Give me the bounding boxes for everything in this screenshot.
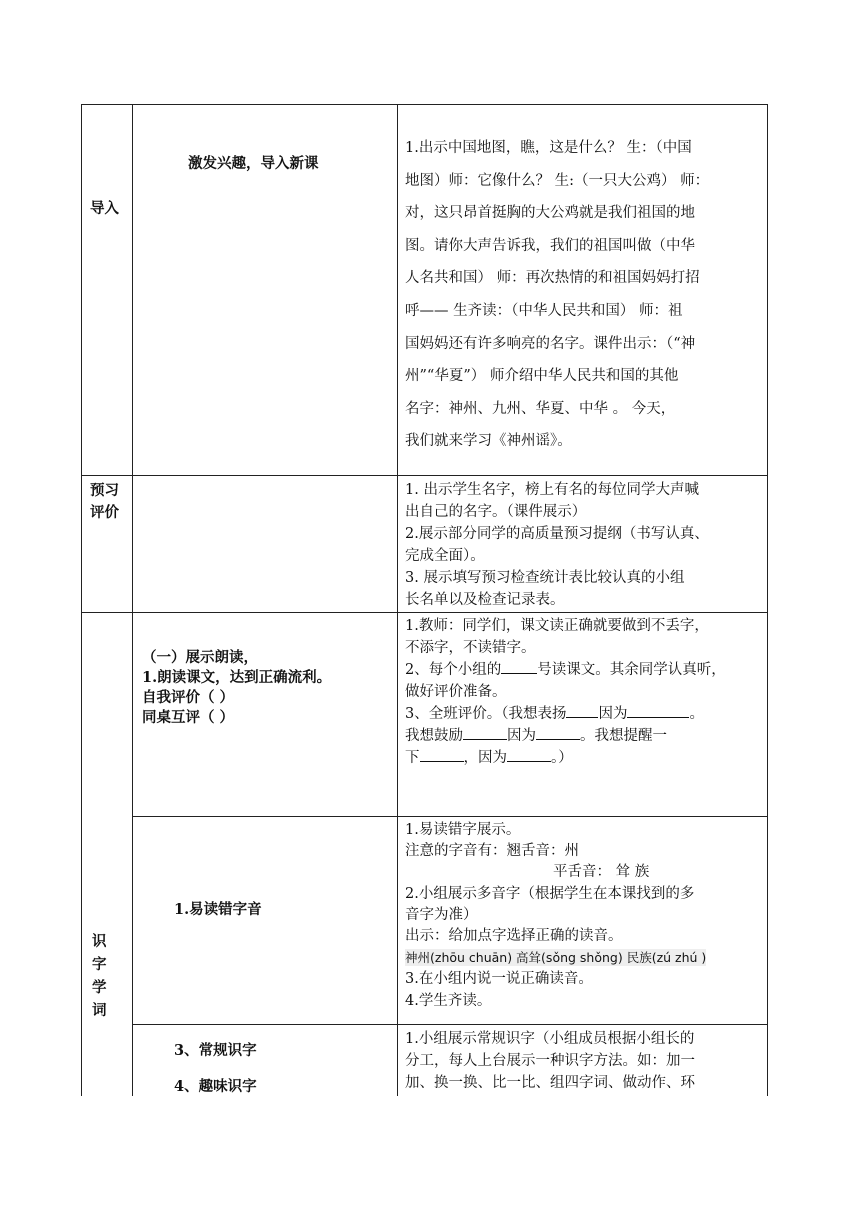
content-preview bbox=[405, 479, 709, 611]
text-segment: 3、全班评价。（我想表扬 bbox=[405, 706, 567, 722]
section-label-literacy bbox=[92, 930, 107, 1022]
content-line: 加、换一换、比一比、组四字词、做动作、环 bbox=[405, 1075, 695, 1091]
section-label-line: 预习 bbox=[90, 482, 119, 499]
content-line: 2.展示部分同学的高质量预习提纲（书写认真、 bbox=[405, 526, 709, 542]
activity-pronunciation: 1.易读错字音 bbox=[174, 901, 262, 918]
activity-line: 4、趣味识字 bbox=[174, 1078, 257, 1095]
blank-line bbox=[566, 703, 598, 718]
section-label-preview bbox=[90, 480, 119, 524]
text-segment: 号读课文。其余同学认真听， bbox=[537, 662, 726, 678]
content-line: 出自己的名字。（课件展示） bbox=[405, 504, 587, 520]
content-line: 音字为准） bbox=[405, 906, 478, 923]
activity-characters bbox=[174, 1033, 257, 1105]
section-label-line: 评价 bbox=[90, 504, 119, 521]
table-column-divider-2 bbox=[397, 104, 398, 1096]
text-segment: 因为 bbox=[598, 706, 628, 722]
content-line: 不添字，不读错字。 bbox=[405, 640, 536, 656]
activity-line: 自我评价（ ） bbox=[142, 689, 235, 706]
blank-line bbox=[536, 725, 580, 740]
content-line: 国妈妈还有许多响亮的名字。课件出示：（“神 bbox=[405, 335, 696, 352]
text-segment: 。我想提醒一 bbox=[580, 728, 667, 744]
content-line: 图。请你大声告诉我，我们的祖国叫做（中华 bbox=[405, 237, 695, 254]
content-line: 地图）师：它像什么？ 生:（一只大公鸡） 师： bbox=[405, 172, 710, 189]
text-segment: 2、每个小组的 bbox=[405, 662, 502, 678]
text-segment: 。） bbox=[551, 750, 573, 766]
activity-line: 3、常规识字 bbox=[174, 1042, 257, 1059]
content-line: 对，这只昂首挺胸的大公鸡就是我们祖国的地 bbox=[405, 205, 695, 222]
content-line: 4.学生齐读。 bbox=[405, 992, 492, 1009]
text-segment: 我想鼓励 bbox=[405, 728, 463, 744]
activity-line: 同桌互评（ ） bbox=[142, 709, 235, 726]
content-line: 出示：给加点字选择正确的读音。 bbox=[405, 928, 623, 945]
section-label-line: 识 bbox=[92, 933, 107, 950]
content-line: 1.易读错字展示。 bbox=[405, 822, 521, 838]
content-characters bbox=[405, 1028, 695, 1094]
content-line: 1.小组展示常规识字（小组成员根据小组长的 bbox=[405, 1031, 695, 1047]
section-label-intro: 导入 bbox=[90, 200, 119, 217]
content-line: 1.教师：同学们，课文读正确就要做到不丢字， bbox=[405, 618, 709, 634]
sub-row-divider-1 bbox=[132, 816, 768, 817]
content-line: 1. 出示学生名字，榜上有名的每位同学大声喊 bbox=[405, 482, 699, 498]
table-border-right bbox=[767, 104, 768, 1096]
section-label-line: 字 bbox=[92, 956, 107, 973]
blank-line bbox=[507, 747, 551, 762]
content-line: 做好评价准备。 bbox=[405, 684, 507, 700]
content-line bbox=[405, 703, 726, 725]
blank-line bbox=[420, 747, 464, 762]
activity-line: 1.朗读课文，达到正确流利。 bbox=[142, 669, 332, 686]
row-divider-2 bbox=[81, 612, 768, 613]
content-line: 平舌音： 耸 族 bbox=[553, 864, 650, 881]
content-line: 分工，每人上台展示一种识字方法。如：加一 bbox=[405, 1053, 695, 1069]
section-label-line: 学 bbox=[92, 979, 107, 996]
activity-line: （一）展示朗读， bbox=[142, 649, 258, 666]
text-segment: 。 bbox=[689, 706, 704, 722]
sub-row-divider-2 bbox=[132, 1024, 768, 1025]
content-line: 呼—— 生齐读：（中华人民共和国） 师：祖 bbox=[405, 302, 683, 319]
content-line: 3. 展示填写预习检查统计表比较认真的小组 bbox=[405, 570, 685, 586]
text-segment: 下 bbox=[405, 750, 420, 766]
content-pronunciation bbox=[405, 820, 706, 1012]
content-intro bbox=[405, 132, 709, 458]
content-reading bbox=[405, 615, 726, 769]
content-line: 名字：神州、九州、华夏、中华 。 今天， bbox=[405, 400, 676, 417]
content-line: 完成全面）。 bbox=[405, 548, 485, 564]
blank-line bbox=[463, 725, 507, 740]
blank-line bbox=[501, 659, 537, 674]
content-line bbox=[405, 747, 726, 769]
section-label-line: 词 bbox=[92, 1002, 107, 1019]
text-segment: ，因为 bbox=[463, 750, 507, 766]
content-line: 注意的字音有：翘舌音：州 bbox=[405, 843, 579, 860]
content-line: 人名共和国） 师：再次热情的和祖国妈妈打招 bbox=[405, 270, 700, 287]
pinyin-options: 神州(zhōu chuān) 高耸(sǒng shǒng) 民族(zú zhú ) bbox=[405, 950, 707, 966]
content-line: 州”“华夏”） 师介绍中华人民共和国的其他 bbox=[405, 368, 679, 385]
text-segment: 因为 bbox=[507, 728, 536, 744]
content-line bbox=[405, 947, 706, 969]
content-line bbox=[405, 659, 726, 681]
content-line: 1.出示中国地图，瞧，这是什么？ 生：（中国 bbox=[405, 140, 692, 156]
row-divider-1 bbox=[81, 475, 768, 476]
content-line: 长名单以及检查记录表。 bbox=[405, 592, 565, 608]
blank-line bbox=[627, 703, 689, 718]
activity-reading bbox=[142, 648, 331, 728]
table-border-top bbox=[81, 104, 768, 105]
table-border-left bbox=[81, 104, 82, 1096]
content-line bbox=[405, 725, 726, 747]
content-line: 我们就来学习《神州谣》。 bbox=[405, 433, 572, 450]
table-column-divider-1 bbox=[132, 104, 133, 1096]
content-line: 2.小组展示多音字（根据学生在本课找到的多 bbox=[405, 885, 695, 902]
content-line: 3.在小组内说一说正确读音。 bbox=[405, 971, 593, 988]
activity-intro: 激发兴趣，导入新课 bbox=[188, 155, 319, 172]
